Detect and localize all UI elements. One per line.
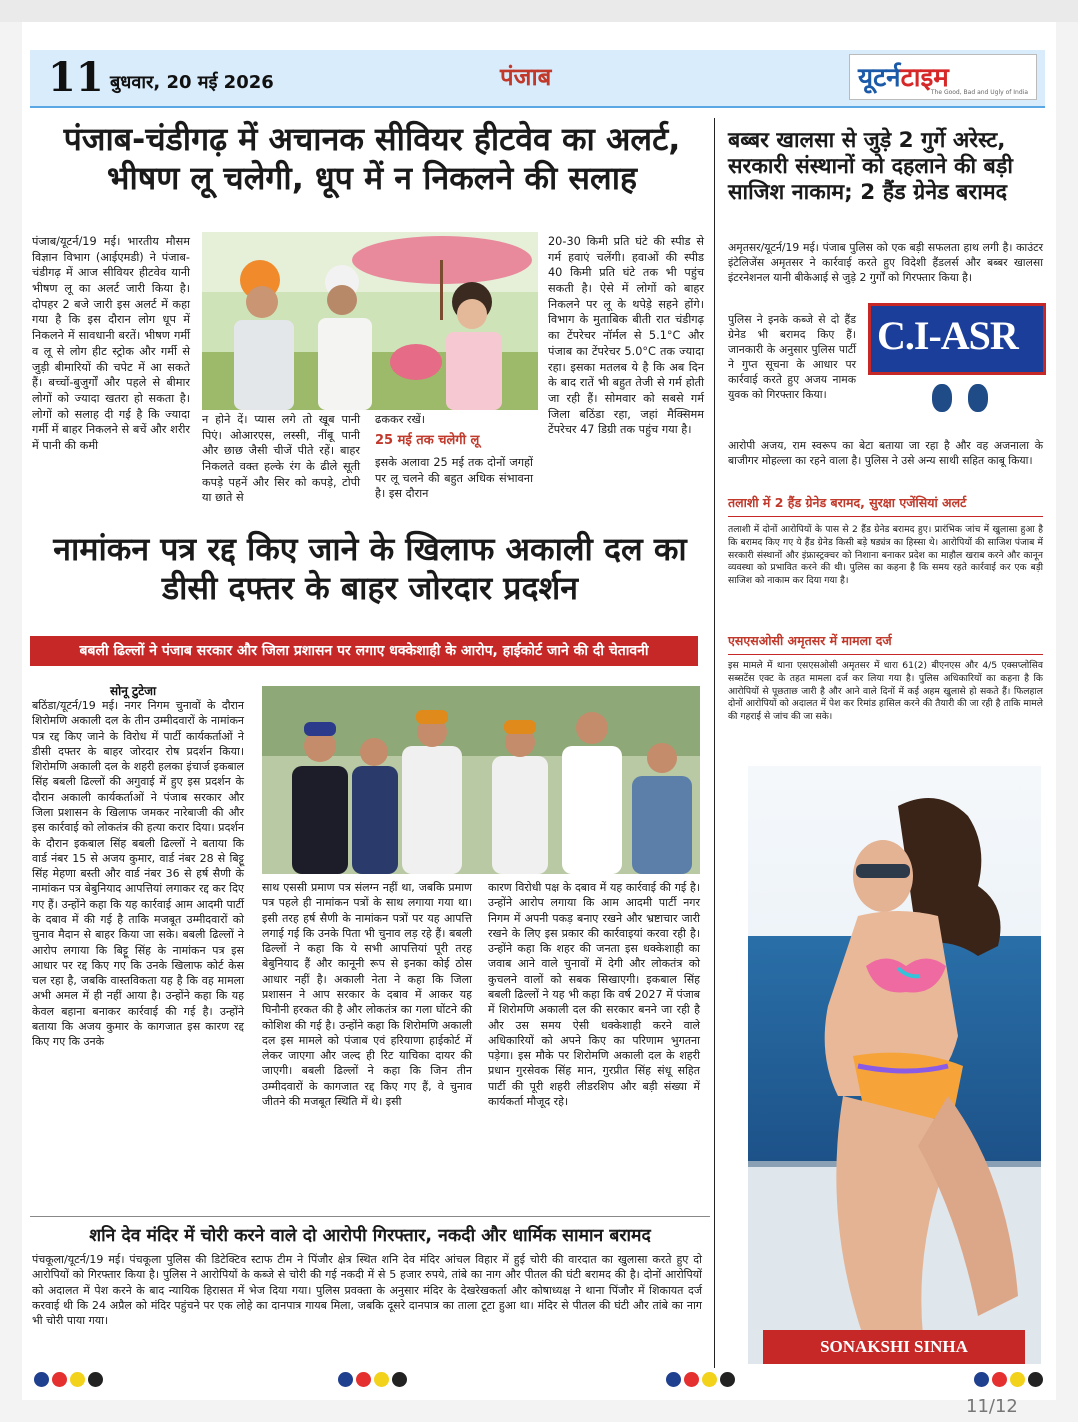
reg-dot-blue (34, 1372, 49, 1387)
color-registration-dots (338, 1372, 407, 1387)
logo-main-text: यूटर्न (858, 63, 901, 93)
akali-col-1: बठिंडा/यूटर्न/19 मई। नगर निगम चुनावों के दौरान शिरोमणि अकाली दल के तीन उम्मीदवारों के नामांकन पत्र रद्द किए जाने के विरोध में पार्टी कार्यकर्ताओं ने डीसी दफ्तर के बाहर जोरदार रोष प्रदर्शन किया। शिरोमणि अकाली दल के शहरी हलका इंचार्ज इकबाल सिंह बबली ढिल्लों की अगुवाई में हुए इस प्रदर्शन के दौरान अकाली कार्यकर्ताओं ने पंजाब सरकार और जिला प्रशासन के खिलाफ जमकर नारेबाजी की और इस कार्रवाई को लोकतंत्र की हत्या करार दिया। प्रदर्शन के दौरान इकबाल सिंह बबली ढिल्लों ने बताया कि वार्ड नंबर 15 से अजय कुमार, वार्ड नंबर 28 से बिट्टू सिंह मेहणा बस्ती और वार्ड नंबर 36 से हर्ष सैणी के नामांकन पत्र बेबुनियाद आपत्तियां लगाकर रद्द कर दिए गए हैं। उन्होंने कहा कि यह कार्रवाई आम आदमी पार्टी के दबाव में की गई है ताकि मजबूत उम्मीदवारों को चुनाव मैदान से बाहर किया जा सके। बबली ढिल्लों ने आरोप लगाया कि बिट्टू सिंह के नामांकन पत्र इस आधार पर रद्द किए गए कि उनके खिलाफ कोर्ट केस चल रहा है, जबकि वास्तविकता यह है कि वह मामला अभी अमल में ही नहीं आया है। उन्होंने कहा कि यह केवल बहाना बनाकर कार्रवाई की गई है। उन्होंने बताया कि अजय कुमार के कागजात इस कारण रद्द किए गए कि उनके (32, 699, 244, 1049)
section-title: पंजाब (500, 63, 552, 91)
heatwave-col-3b: इसके अलावा 25 मई तक दोनों जगहों पर लू चलने की बहुत अधिक संभावना है। इस दौरान (375, 456, 533, 501)
masthead-logo (849, 54, 1037, 100)
actress-ad-image (748, 766, 1041, 1364)
reg-dot-yellow (1010, 1372, 1025, 1387)
story-separator (30, 1216, 710, 1217)
reg-dot-red (684, 1372, 699, 1387)
reg-dot-yellow (70, 1372, 85, 1387)
grenade-icon (968, 384, 988, 412)
reg-dot-black (720, 1372, 735, 1387)
heatwave-subhead: 25 मई तक चलेगी लू (375, 433, 480, 448)
column-divider (714, 118, 715, 1368)
babbar-para-1: अमृतसर/यूटर्न/19 मई। पंजाब पुलिस को एक बड़ी सफलता हाथ लगी है। काउंटर इंटेलिजेंस अमृतसर ने कार्रवाई करते हुए विदेशी हैंडलर्स और बब्बर खालसा इंटरनेशनल यानी बीकेआई से जुड़े 2 गुर्गों को गिरफ्तार किया है। (728, 241, 1043, 284)
page-header (30, 50, 1045, 108)
akali-protest-headline: नामांकन पत्र रद्द किए जाने के खिलाफ अकाली दल का डीसी दफ्तर के बाहर जोरदार प्रदर्शन (53, 530, 687, 608)
heatwave-col-1: पंजाब/यूटर्न/19 मई। भारतीय मौसम विज्ञान विभाग (आईएमडी) ने पंजाब-चंडीगढ़ में आज सीवियर हीटवेव यानी भीषण लू का अलर्ट जारी किया है। दोपहर 2 बजे जारी इस अलर्ट में कहा गया है कि इस दौरान लोग धूप में निकलने में सावधानी बरतें। भीषण गर्मी व लू से लोग हीट स्ट्रोक और गर्मी से जुड़ी बीमारियों की चपेट में आ सकते हैं। बच्चों-बुजुर्गों और पहले से बीमार लोगों को ज्यादा खतरा हो सकता है। लोगों को सलाह दी गई है कि ज्यादा गर्मी में बाहर निकलने से बचें और शरीर में पानी की कमी (32, 235, 190, 452)
reg-dot-blue (974, 1372, 989, 1387)
color-registration-dots (974, 1372, 1043, 1387)
akali-byline: सोनू टुटेजा (110, 684, 157, 698)
subhead-rule (728, 516, 1043, 517)
logo-second-text: टाइम (900, 63, 949, 93)
babbar-para-2: पुलिस ने इनके कब्जे से दो हैंड ग्रेनेड भी बरामद किए हैं। जानकारी के अनुसार पुलिस पार्टी ने गुप्त सूचना के आधार पर कार्रवाई करते हुए अजय नामक युवक को गिरफ्तार किया। (728, 313, 856, 401)
heatwave-col-3a: ढककर रखें। (375, 413, 426, 426)
ci-asr-label: C.I-ASR (877, 313, 1018, 358)
babbar-para-5: इस मामले में थाना एसएसओसी अमृतसर में धारा 61(2) बीएनएस और 4/5 एक्सप्लोसिव सब्सटेंस एक्ट के तहत मामला दर्ज कर लिया गया है। पुलिस अधिकारियों का कहना है कि आरोपियों से पूछताछ जारी है और आने वाले दिनों में कई अहम खुलासे हो सकते हैं। फिलहाल दोनों आरोपियों को अदालत में पेश कर रिमांड हासिल करने की तैयारी की जा रही है ताकि मामले की गहराई से जांच की जा सके। (728, 660, 1043, 723)
reg-dot-blue (338, 1372, 353, 1387)
akali-col-3: कारण विरोधी पक्ष के दबाव में यह कार्रवाई की गई है। उन्होंने आरोप लगाया कि आम आदमी पार्टी नगर निगम में अपनी पकड़ बनाए रखने और भ्रष्टाचार जारी रखने के लिए इस प्रकार की कार्रवाइयां करवा रही है। उन्होंने कहा कि शहर की जनता इस धक्केशाही का जवाब आने वाले चुनावों में देगी और लोकतंत्र को कुचलने वालों को सबक सिखाएगी। इकबाल सिंह बबली ढिल्लों ने यह भी कहा कि वर्ष 2027 में पंजाब में शिरोमणि अकाली दल की सरकार बनने जा रही है और उस समय ऐसी धक्केशाही करने वाले अधिकारियों को अपने किए का परिणाम भुगतना पड़ेगा। इस मौके पर शिरोमणि अकाली दल के शहरी प्रधान गुरसेवक सिंह मान, गुरप्रीत सिंह संधू सहित पार्टी की पूरी शहरी लीडरशिप और बड़ी संख्या में कार्यकर्ता मौजूद रहे। (488, 881, 700, 1108)
akali-subheading-bar: बबली ढिल्लों ने पंजाब सरकार और जिला प्रशासन पर लगाए धक्केशाही के आरोप, हाईकोर्ट जाने की दी चेतावनी (30, 636, 698, 666)
temple-theft-body: पंचकूला/यूटर्न/19 मई। पंचकूला पुलिस की डिटेक्टिव स्टाफ टीम ने पिंजौर क्षेत्र स्थित शनि देव मंदिर आंचल विहार में हुई चोरी की वारदात का खुलासा करते हुए दो आरोपियों को गिरफ्तार किया है। पुलिस ने आरोपियों के कब्जे से चोरी की गई नकदी में से 5 हजार रुपये, तांबे का नाग और पीतल की घंटी बरामद की है। दोनों आरोपियों को अदालत में पेश करने के बाद न्यायिक हिरासत में भेज दिया गया। पुलिस प्रवक्ता के अनुसार मंदिर के देखरेखकर्ता और कोषाध्यक्ष ने थाना पिंजौर में शिकायत दर्ज करवाई थी कि 24 अप्रैल को मंदिर पहुंचने पर एक लोहे का दानपात्र गायब मिला, जबकि दूसरे दानपात्र का ताला टूटा हुआ था। मंदिर से पीतल की घंटी और तांबे का नाग भी चोरी पाया गया। (32, 1253, 702, 1328)
issue-date: बुधवार, 20 मई 2026 (110, 72, 274, 93)
reg-dot-blue (666, 1372, 681, 1387)
akali-col-2: साथ एससी प्रमाण पत्र संलग्न नहीं था, जबकि प्रमाण पत्र पहले ही नामांकन पत्रों के साथ लगाया गया था। इसी तरह हर्ष सैणी के नामांकन पत्रों पर यह आपत्ति लगाई गई कि उनके पिता भी चुनाव लड़ रहे हैं। बबली ढिल्लों ने कहा कि ये सभी आपत्तियां पूरी तरह बेबुनियाद हैं और कानूनी रूप से इनका कोई ठोस आधार नहीं है। अकाली नेता ने कहा कि जिला प्रशासन ने आप सरकार के दबाव में आकर यह घिनौनी हरकत की है और लोकतंत्र का गला घोंटने की कोशिश की गई है। उन्होंने कहा कि शिरोमणि अकाली दल इस मामले को पंजाब एवं हरियाणा हाईकोर्ट में लेकर जाएगा और जल्द ही रिट याचिका दायर की जाएगी। बबली ढिल्लों ने कहा कि जिन तीन उम्मीदवारों के कागजात रद्द किए गए हैं, वे चुनाव जीतने की मजबूत स्थिति में थे। इसी (262, 881, 472, 1108)
babbar-subhead-2: एसएसओसी अमृतसर में मामला दर्ज (728, 633, 892, 648)
ci-asr-image (868, 303, 1046, 375)
color-registration-dots (666, 1372, 735, 1387)
viewer-top-bar (0, 0, 1078, 22)
temple-theft-headline: शनि देव मंदिर में चोरी करने वाले दो आरोपी गिरफ्तार, नकदी और धार्मिक सामान बरामद (89, 1226, 651, 1246)
reg-dot-black (1028, 1372, 1043, 1387)
page-indicator: 11/12 (966, 1396, 1018, 1417)
grenade-icon (932, 384, 952, 412)
reg-dot-black (392, 1372, 407, 1387)
heatwave-col-2: न होने दें। प्यास लगे तो खूब पानी पिएं। ओआरएस, लस्सी, नींबू पानी और छाछ जैसी चीजें पीते रहें। बाहर निकलते वक्त हल्के रंग के ढीले सूती कपड़े पहनें और सिर को कपड़े, टोपी या छाते से (202, 413, 360, 505)
heatwave-photo (202, 232, 538, 410)
reg-dot-yellow (702, 1372, 717, 1387)
reg-dot-red (992, 1372, 1007, 1387)
ad-caption: SONAKSHI SINHA (763, 1330, 1025, 1364)
reg-dot-black (88, 1372, 103, 1387)
reg-dot-red (52, 1372, 67, 1387)
logo-tagline: The Good, Bad and Ugly of India (930, 89, 1028, 96)
reg-dot-yellow (374, 1372, 389, 1387)
heatwave-headline: पंजाब-चंडीगढ़ में अचानक सीवियर हीटवेव का अलर्ट, भीषण लू चलेगी, धूप में न निकलने की सलाह (63, 120, 681, 198)
color-registration-dots (34, 1372, 103, 1387)
reg-dot-red (356, 1372, 371, 1387)
heatwave-col-4: 20-30 किमी प्रति घंटे की स्पीड से गर्म हवाएं चलेंगी। हवाओं की स्पीड 40 किमी प्रति घंटे तक भी पहुंच सकती है। ऐसे में लोगों को बाहर निकलने पर लू के थपेड़े सहने होंगे। विभाग के मुताबिक बीती रात चंडीगढ़ का टेंपरेचर नॉर्मल से 5.1°C और पंजाब का टेंपरेचर 5.0°C तक ज्यादा रहा। इसका मतलब ये है कि अब दिन के बाद रातें भी बहुत तेजी से गर्म होती जा रही हैं। सोमवार को सबसे गर्म जिला बठिंडा रहा, जहां मैक्सिमम टेंपरेचर 47 डिग्री तक पहुंच गया है। (548, 235, 704, 437)
babbar-subhead-1: तलाशी में 2 हैंड ग्रेनेड बरामद, सुरक्षा एजेंसियां अलर्ट (728, 495, 967, 510)
babbar-para-4: तलाशी में दोनों आरोपियों के पास से 2 हैंड ग्रेनेड बरामद हुए। प्रारंभिक जांच में खुलासा हुआ है कि बरामद किए गए ये हैंड ग्रेनेड किसी बड़े षड्यंत्र का हिस्सा थे। आरोपियों की साजिश पंजाब में सरकारी संस्थानों और इंफ्रास्ट्रक्चर को निशाना बनाकर प्रदेश का माहौल खराब करने और कानून व्यवस्था को प्रभावित करने की थी। पुलिस का कहना है कि समय रहते कार्रवाई कर एक बड़ी साजिश को नाकाम कर दिया गया है। (728, 524, 1043, 587)
subhead-rule (728, 654, 1043, 655)
protest-photo (262, 686, 700, 874)
babbar-khalsa-headline: बब्बर खालसा से जुड़े 2 गुर्गे अरेस्ट, सरकारी संस्थानों को दहलाने की बड़ी साजिश नाकाम; 2 हैंड ग्रेनेड बरामद (728, 128, 1013, 206)
babbar-para-3: आरोपी अजय, राम स्वरूप का बेटा बताया जा रहा है और वह अजनाला के बाजीगर मोहल्ला का रहने वाला है। पुलिस ने उसे अन्य साथी सहित काबू किया। (728, 439, 1043, 467)
page-number: 11 (48, 54, 104, 101)
